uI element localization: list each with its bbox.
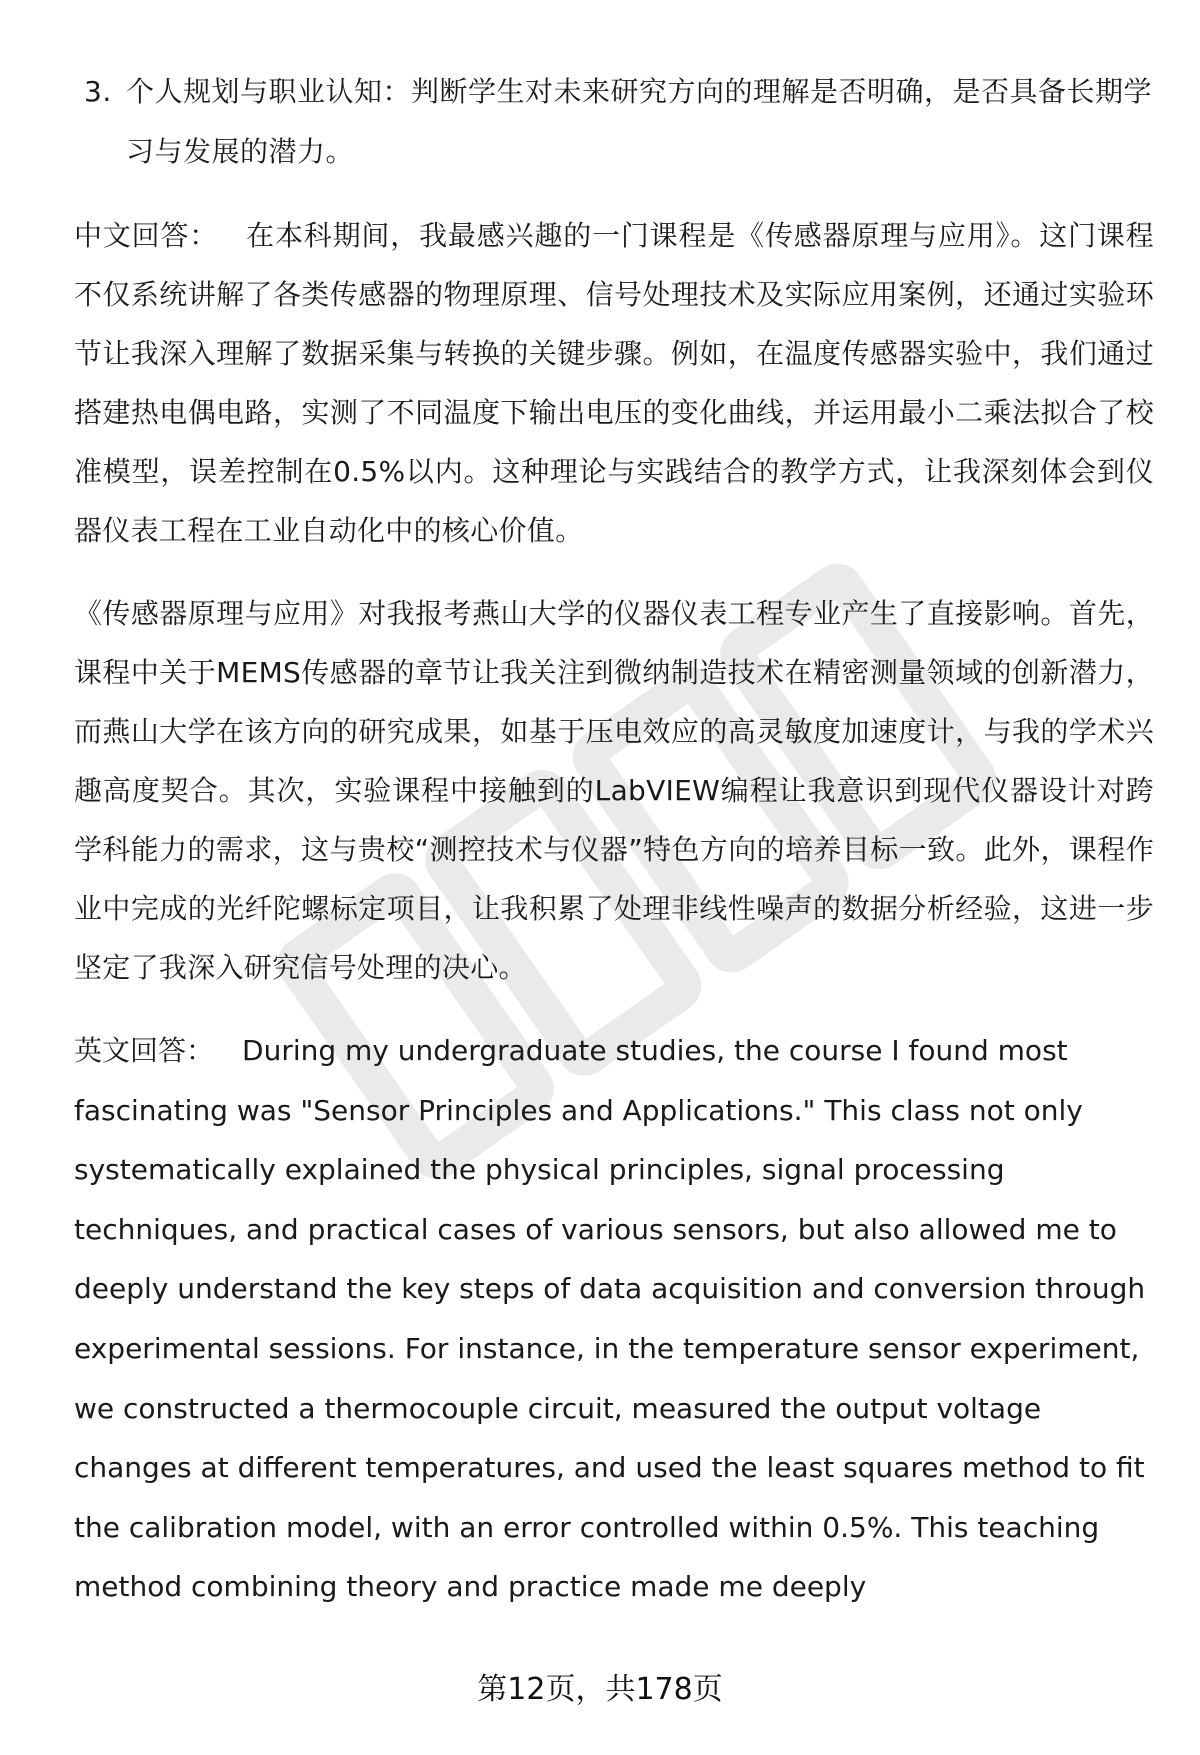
english-answer-label: 英文回答： [74, 1034, 215, 1067]
list-item-number: 3. [84, 75, 112, 108]
chinese-answer-text-1: 在本科期间，我最感兴趣的一门课程是《传感器原理与应用》。这门课程不仅系统讲解了各类传感器的物理原理、信号处理技术及实际应用案例，还通过实验环节让我深入理解了数据采集与转换的关键步骤。例如，在温度传感器实验中，我们通过搭建热电偶电路，实测了不同温度下输出电压的变化曲线，并运用最小二乘法拟合了校准模型，误差控制在0.5%以内。这种理论与实践结合的教学方式，让我深刻体会到仪器仪表工程在工业自动化中的核心价值。 [74, 219, 1154, 547]
chinese-answer-paragraph-1 [74, 206, 1154, 560]
page-footer: 第12页，共178页 [477, 1672, 723, 1707]
list-item-text: 个人规划与职业认知：判断学生对未来研究方向的理解是否明确，是否具备长期学习与发展的潜力。 [126, 75, 1153, 168]
chinese-answer-label: 中文回答： [74, 219, 219, 252]
document-body [74, 62, 1154, 1617]
english-answer-text: During my undergraduate studies, the course I found most fascinating was "Sensor Principles and Applications." This class not only systematically explained the physical principles, signal processing techniques, and practical cases of various sensors, but also allowed me to deeply understand the key steps of data acquisition and conversion through experimental sessions. For instance, in the temperature sensor experiment, we constructed a thermocouple circuit, measured the output voltage changes at different temperatures, and used the least squares method to fit the calibration model, with an error controlled within 0.5%. This teaching method combining theory and practice made me deeply [74, 1034, 1146, 1604]
english-answer-paragraph [74, 1021, 1154, 1617]
chinese-answer-paragraph-2 [74, 584, 1154, 997]
list-item-3 [74, 62, 1154, 182]
chinese-answer-text-2: 《传感器原理与应用》对我报考燕山大学的仪器仪表工程专业产生了直接影响。首先，课程中关于MEMS传感器的章节让我关注到微纳制造技术在精密测量领域的创新潜力，而燕山大学在该方向的研究成果，如基于压电效应的高灵敏度加速度计，与我的学术兴趣高度契合。其次，实验课程中接触到的LabVIEW编程让我意识到现代仪器设计对跨学科能力的需求，这与贵校“测控技术与仪器”特色方向的培养目标一致。此外，课程作业中完成的光纤陀螺标定项目，让我积累了处理非线性噪声的数据分析经验，这进一步坚定了我深入研究信号处理的决心。 [74, 597, 1154, 984]
